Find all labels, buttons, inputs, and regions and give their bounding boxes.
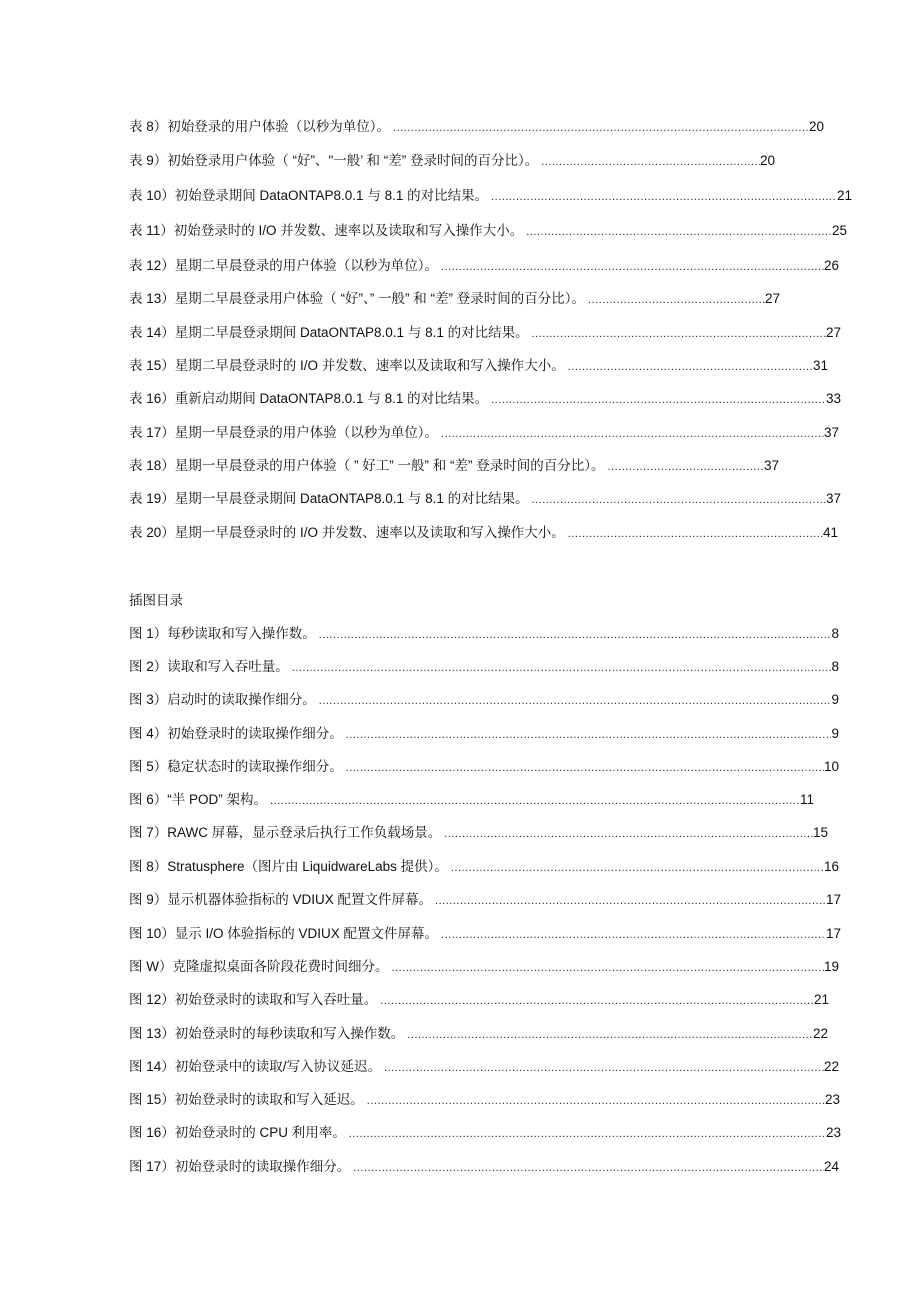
toc-entry-page: 21 (836, 188, 852, 203)
toc-entry-label: 图 4）初始登录时的读取操作细分。 (129, 726, 343, 741)
dot-leader (491, 390, 826, 410)
dot-leader (608, 457, 764, 477)
toc-table-entry-18[interactable] (129, 456, 779, 476)
dot-leader (319, 691, 832, 711)
toc-table-entry-9[interactable] (129, 151, 775, 171)
toc-entry-label: 图 12）初始登录时的读取和写入吞吐量。 (129, 992, 378, 1007)
dot-leader (407, 1025, 813, 1045)
toc-entry-page: 24 (823, 1159, 839, 1174)
dot-leader (292, 658, 832, 678)
toc-entry-label: 图 8）Stratusphere（图片由 LiquidwareLabs 提供）。 (129, 859, 448, 874)
toc-figure-entry-17[interactable] (129, 1157, 839, 1177)
dot-leader (441, 257, 824, 277)
toc-entry-page: 9 (831, 726, 839, 741)
toc-figure-entry-15[interactable] (129, 1090, 840, 1110)
dot-leader (346, 725, 832, 745)
dot-leader (532, 490, 826, 510)
dot-leader (588, 290, 765, 310)
toc-figure-entry-3[interactable] (129, 690, 839, 710)
toc-figure-entry-10[interactable] (129, 924, 841, 944)
toc-entry-page: 17 (825, 926, 841, 941)
dot-leader (346, 758, 824, 778)
toc-entry-label: 图 3）启动时的读取操作细分。 (129, 692, 316, 707)
dot-leader (367, 1091, 825, 1111)
toc-entry-page: 8 (831, 659, 839, 674)
toc-entry-label: 表 20）星期一早晨登录时的 I/O 并发数、速率以及读取和写入操作大小。 (129, 525, 565, 540)
dot-leader (441, 424, 824, 444)
dot-leader (435, 891, 826, 911)
dot-leader (349, 1124, 826, 1144)
toc-entry-page: 37 (825, 491, 841, 506)
toc-entry-page: 25 (831, 223, 847, 238)
toc-entry-label: 图 14）初始登录中的读取/写入协议延迟。 (129, 1059, 382, 1074)
toc-entry-page: 15 (812, 825, 828, 840)
toc-entry-page: 16 (823, 859, 839, 874)
toc-figure-entry-1[interactable] (129, 624, 839, 644)
toc-entry-label: 表 19）星期一早晨登录期间 DataONTAP8.0.1 与 8.1 的对比结果。 (129, 491, 529, 506)
toc-entry-page: 21 (813, 992, 829, 1007)
toc-entry-page: 26 (823, 258, 839, 273)
toc-entry-label: 图 W）克隆虚拟桌面各阶段花费时间细分。 (129, 959, 389, 974)
toc-entry-label: 表 10）初始登录期间 DataONTAP8.0.1 与 8.1 的对比结果。 (129, 188, 489, 203)
toc-table-entry-13[interactable] (129, 289, 780, 309)
toc-entry-page: 23 (824, 1092, 840, 1107)
toc-figure-entry-7[interactable] (129, 823, 828, 843)
toc-entry-label: 表 8）初始登录的用户体验（以秒为单位）。 (129, 119, 391, 134)
toc-entry-label: 图 13）初始登录时的每秒读取和写入操作数。 (129, 1026, 405, 1041)
toc-table-entry-14[interactable] (129, 323, 841, 343)
toc-figure-entry-16[interactable] (129, 1123, 841, 1143)
toc-figure-entry-12[interactable] (129, 990, 829, 1010)
toc-entry-page: 9 (831, 692, 839, 707)
toc-entry-label: 表 14）星期二早晨登录期间 DataONTAP8.0.1 与 8.1 的对比结果。 (129, 325, 529, 340)
toc-table-entry-12[interactable] (129, 256, 839, 276)
dot-leader (444, 824, 813, 844)
toc-entry-page: 22 (823, 1059, 839, 1074)
dot-leader (441, 925, 826, 945)
toc-entry-label: 图 6）“半 POD” 架构。 (129, 792, 268, 807)
dot-leader (319, 625, 832, 645)
toc-figure-entry-9[interactable] (129, 890, 841, 910)
dot-leader (270, 791, 800, 811)
toc-entry-label: 表 17）星期一早晨登录的用户体验（以秒为单位）。 (129, 425, 439, 440)
toc-table-entry-19[interactable] (129, 489, 841, 509)
toc-entry-page: 10 (823, 759, 839, 774)
toc-entry-label: 图 7）RAWC 屏幕，显示登录后执行工作负载场景。 (129, 825, 442, 840)
toc-table-entry-8[interactable] (129, 117, 824, 137)
dot-leader (541, 152, 760, 172)
toc-entry-label: 图 5）稳定状态时的读取操作细分。 (129, 759, 343, 774)
dot-leader (392, 958, 824, 978)
toc-entry-page: 22 (812, 1026, 828, 1041)
toc-entry-label: 表 12）星期二早晨登录的用户体验（以秒为单位）。 (129, 258, 439, 273)
toc-entry-label: 图 10）显示 I/O 体验指标的 VDIUX 配置文件屏幕。 (129, 926, 439, 941)
toc-entry-page: 37 (823, 425, 839, 440)
dot-leader (393, 118, 809, 138)
toc-entry-label: 图 17）初始登录时的读取操作细分。 (129, 1159, 351, 1174)
toc-entry-label: 表 15）星期二早晨登录时的 I/O 并发数、速率以及读取和写入操作大小。 (129, 358, 565, 373)
toc-entry-page: 27 (764, 291, 780, 306)
figures-toc-heading: 插图目录 (129, 593, 183, 608)
toc-table-entry-17[interactable] (129, 423, 839, 443)
toc-entry-label: 表 11）初始登录时的 I/O 并发数、速率以及读取和写入操作大小。 (129, 223, 524, 238)
toc-entry-page: 8 (831, 626, 839, 641)
dot-leader (526, 222, 832, 242)
toc-table-entry-20[interactable] (129, 523, 838, 543)
dot-leader (568, 524, 823, 544)
toc-figure-entry-14[interactable] (129, 1057, 839, 1077)
toc-entry-page: 33 (825, 391, 841, 406)
toc-entry-label: 图 2）读取和写入吞吐量。 (129, 659, 289, 674)
toc-entry-page: 37 (763, 458, 779, 473)
toc-entry-page: 19 (823, 959, 839, 974)
toc-entry-page: 41 (822, 525, 838, 540)
toc-entry-page: 11 (799, 792, 814, 807)
toc-figure-entry-11[interactable] (129, 957, 839, 977)
toc-entry-label: 图 16）初始登录时的 CPU 利用率。 (129, 1125, 346, 1140)
dot-leader (491, 187, 837, 207)
toc-figure-entry-4[interactable] (129, 724, 839, 744)
dot-leader (380, 991, 814, 1011)
toc-figure-entry-8[interactable] (129, 857, 839, 877)
toc-entry-page: 20 (808, 119, 824, 134)
toc-entry-page: 27 (825, 325, 841, 340)
toc-entry-label: 表 9）初始登录用户体验（ “好”、"一般’ 和 “差” 登录时间的百分比）。 (129, 153, 539, 168)
toc-figure-entry-2[interactable] (129, 657, 839, 677)
toc-entry-label: 表 18）星期一早晨登录的用户体验（ ” 好工” 一般” 和 “差” 登录时间的百分比）。 (129, 458, 605, 473)
toc-entry-label: 图 9）显示机器体验指标的 VDIUX 配置文件屏幕。 (129, 892, 433, 907)
toc-entry-label: 表 13）星期二早晨登录用户体验（ “好”、” 一般” 和 “差” 登录时间的百分比）。 (129, 291, 585, 306)
toc-entry-page: 17 (825, 892, 841, 907)
toc-entry-label: 图 1）每秒读取和写入操作数。 (129, 626, 316, 641)
dot-leader (384, 1058, 824, 1078)
toc-figure-entry-5[interactable] (129, 757, 839, 777)
toc-entry-label: 图 15）初始登录时的读取和写入延迟。 (129, 1092, 364, 1107)
toc-figure-entry-6[interactable] (129, 790, 814, 810)
toc-entry-page: 20 (759, 153, 775, 168)
toc-table-entry-16[interactable] (129, 389, 841, 409)
toc-table-entry-10[interactable] (129, 186, 852, 206)
toc-table-entry-15[interactable] (129, 356, 828, 376)
dot-leader (451, 858, 824, 878)
dot-leader (353, 1158, 824, 1178)
toc-table-entry-11[interactable] (129, 221, 847, 241)
toc-entry-page: 31 (812, 358, 828, 373)
toc-entry-label: 表 16）重新启动期间 DataONTAP8.0.1 与 8.1 的对比结果。 (129, 391, 489, 406)
dot-leader (532, 324, 826, 344)
toc-entry-page: 23 (825, 1125, 841, 1140)
toc-figure-entry-13[interactable] (129, 1024, 828, 1044)
dot-leader (568, 357, 813, 377)
